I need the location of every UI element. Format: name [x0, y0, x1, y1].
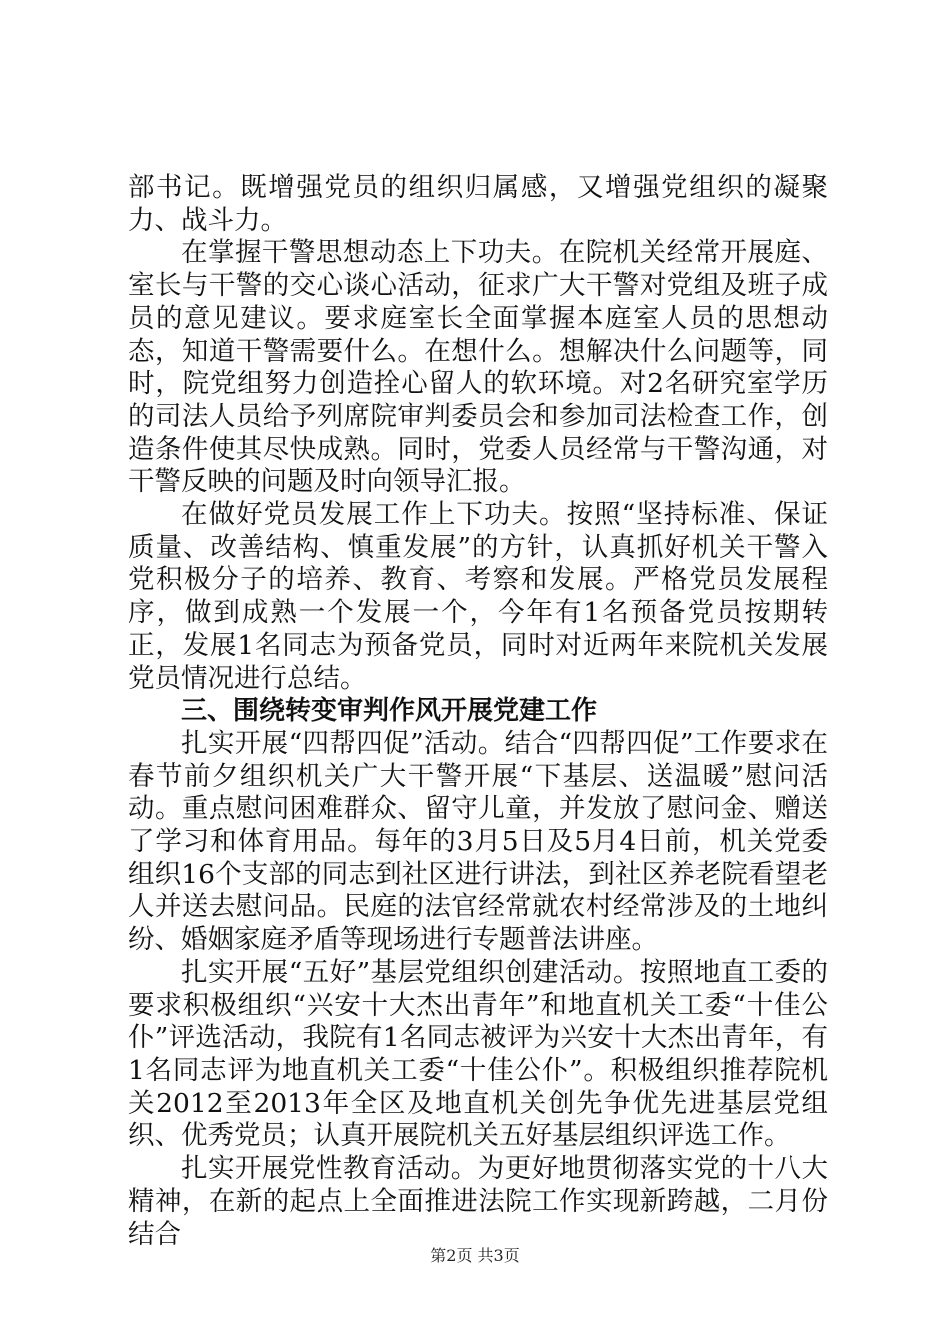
paragraph-member-development: 在做好党员发展工作上下功夫。按照“坚持标准、保证质量、改善结构、慎重发展”的方针，认真抓好机关干警入党积极分子的培养、教育、考察和发展。严格党员发展程序，做到成熟一个发展一个，今年有1名预备党员按期转正，发展1名同志为预备党员，同时对近两年来院机关发展党员情况进行总结。: [128, 499, 828, 694]
page-number-footer: 第2页 共3页: [430, 1246, 520, 1265]
paragraph-cadre-thoughts: 在掌握干警思想动态上下功夫。在院机关经常开展庭、室长与干警的交心谈心活动，征求广大干警对党组及班子成员的意见建议。要求庭室长全面掌握本庭室人员的思想动态，知道干警需要什么。在想什么。想解决什么问题等，同时，院党组努力创造拴心留人的软环境。对2名研究室学历的司法人员给予列席院审判委员会和参加司法检查工作，创造条件使其尽快成熟。同时，党委人员经常与干警沟通，对干警反映的问题及时向领导汇报。: [128, 237, 828, 498]
section-heading: 三、围绕转变审判作风开展党建工作: [181, 696, 598, 727]
paragraph-five-good-organization: 扎实开展“五好”基层党组织创建活动。按照地直工委的要求积极组织“兴安十大杰出青年”和地直机关工委“十佳公仆”评选活动，我院有1名同志被评为兴安十大杰出青年，有1名同志评为地直机关工委“十佳公仆”。积极组织推荐院机关2012至2013年全区及地直机关创先争优先进基层党组织、优秀党员；认真开展院机关五好基层组织评选工作。: [128, 956, 828, 1152]
paragraph-continuation: 部书记。既增强党员的组织归属感，又增强党组织的凝聚力、战斗力。: [128, 172, 828, 236]
document-body: [128, 172, 828, 1251]
paragraph-party-education: 扎实开展党性教育活动。为更好地贯彻落实党的十八大精神，在新的起点上全面推进法院工作实现新跨越，二月份结合: [128, 1153, 828, 1250]
paragraph-four-help-four-promote: 扎实开展“四帮四促”活动。结合“四帮四促”工作要求在春节前夕组织机关广大干警开展“下基层、送温暖”慰问活动。重点慰问困难群众、留守儿童，并发放了慰问金、赠送了学习和体育用品。每年的3月5日及5月4日前，机关党委组织16个支部的同志到社区进行讲法，到社区养老院看望老人并送去慰问品。民庭的法官经常就农村经常涉及的土地纠纷、婚姻家庭矛盾等现场进行专题普法讲座。: [128, 727, 828, 956]
